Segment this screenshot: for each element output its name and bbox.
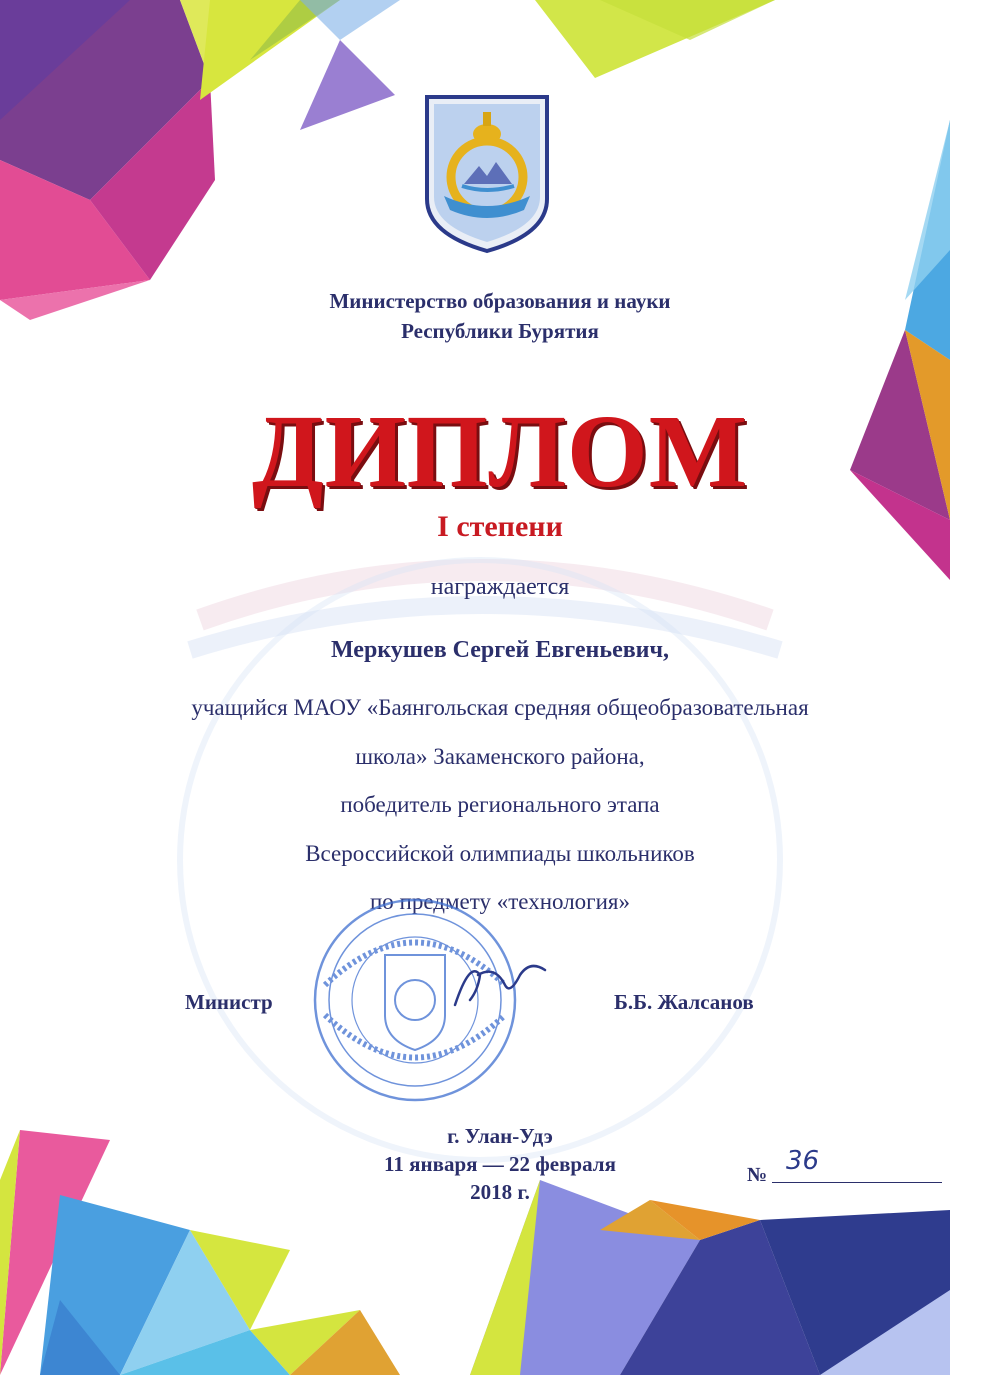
recipient-name: Меркушев Сергей Евгеньевич, xyxy=(330,637,670,663)
city: г. Улан-Удэ xyxy=(447,1124,553,1148)
awarded-label: награждается xyxy=(430,574,570,600)
coat-of-arms-icon xyxy=(424,94,550,254)
signature-title: Министр xyxy=(185,990,273,1014)
signatory-name: Б.Б. Жалсанов xyxy=(614,990,754,1014)
description-line: учащийся МАОУ «Баянгольская средняя общеобразовательная xyxy=(191,695,809,720)
ministry-heading xyxy=(0,286,1000,346)
year: 2018 г. xyxy=(470,1180,530,1204)
diploma-title: ДИПЛОМ xyxy=(252,394,748,509)
ministry-line-1: Министерство образования и науки xyxy=(329,289,671,313)
degree-label: I степени xyxy=(437,510,563,543)
date-range: 11 января — 22 февраля xyxy=(384,1152,616,1176)
ministry-line-2: Республики Бурятия xyxy=(401,319,599,343)
description-line: по предмету «технология» xyxy=(370,889,630,914)
award-description xyxy=(0,684,1000,927)
description-line: школа» Закаменского района, xyxy=(355,743,645,769)
number-underline xyxy=(772,1182,942,1183)
place-and-date xyxy=(0,1122,1000,1206)
description-line: победитель регионального этапа xyxy=(340,792,660,817)
description-line: Всероссийской олимпиады школьников xyxy=(305,840,695,866)
number-label: № xyxy=(747,1164,768,1186)
diploma-number: 36 xyxy=(786,1146,820,1176)
